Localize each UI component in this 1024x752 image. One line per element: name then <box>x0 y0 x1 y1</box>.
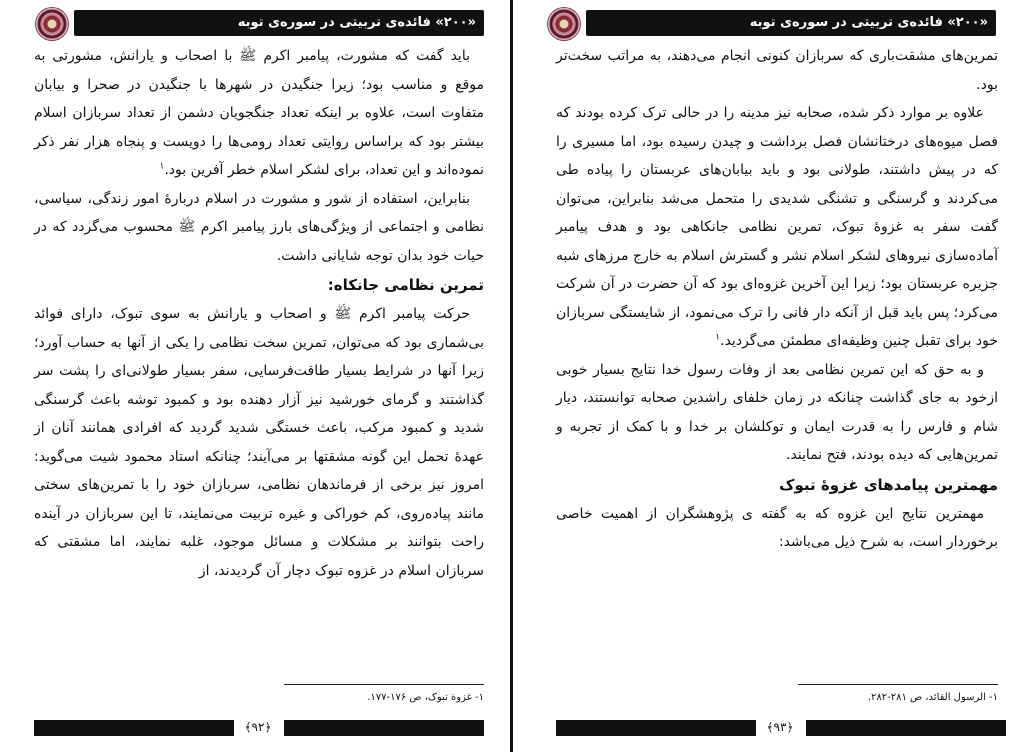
footer-bar <box>34 720 234 736</box>
page-body <box>556 42 998 557</box>
footnote: ۱- غزوة تبوک، ص ۱۷۶-۱۷۷. <box>367 692 484 703</box>
paragraph: باید گفت که مشورت، پیامبر اکرم ﷺ با اصحاب و یارانش، مشورتی به موقع و مناسب بود؛ زیرا جنگیدن در شهرها با جنگیدن در صحرا و بیابان متفاوت است، علاوه بر اینکه تعداد جنگجویان دشمن از تعداد سربازان اسلام بیشتر بود که براساس روایتی تعداد رومی‌ها را دویست و پنجاه هزار نفر ذکر نموده‌اند و این تعداد، برای لشکر اسلام خطر آفرین بود.$^۱$ <box>34 48 484 178</box>
paragraph: تمرین‌های مشقت‌باری که سربازان کنونی انجام می‌دهند، به مراتب سخت‌تر بود. <box>556 48 998 93</box>
paragraph: مهمترین نتایج این غزوه که به گفته ی پژوهشگران از اهمیت خاصی برخوردار است، به شرح ذیل می‌باشد: <box>556 505 998 550</box>
paragraph: حرکت پیامبر اکرم ﷺ و اصحاب و یارانش به سوی تبوک، دارای فوائد بی‌شماری بود که می‌توان، تمرین سخت نظامی را یکی از آنها به حساب آورد؛ زیرا آنها در شرایط بسیار طاقت‌فرسایی، سفر بسیار طولانی‌ای را پشت سر گذاشتند و گرمای خورشید نیز آزار دهنده بود و کمبود توشه باعث گرسنگی شدید و کمبود مرکب، باعث خستگی شدید گردید که افرادی همانند آنان از عهدهٔ تحمل این گونه مشقتها بر می‌آیند؛ چنانکه استاد محمود شیت می‌گوید: امروز نیز برخی از فرماندهان نظامی، سربازان خود را با تمرین‌های سختی مانند پیاده‌روی، کم خوراکی و غیره تربیت می‌نمایند، تا این سربازان در آینده راحت بتوانند بر مشکلات و مسائل موجود، غلبه نمایند، اما مشقتی که سربازان اسلام در غزوه تبوک دچار آن گردیدند، از <box>34 306 484 579</box>
running-header: «۲۰۰» فائده‌ی تربیتی در سوره‌ی توبه <box>586 10 996 36</box>
page-body <box>34 42 484 585</box>
page-number: ﴿۹۲﴾ <box>244 720 272 734</box>
ornament-emblem-icon <box>548 8 580 40</box>
paragraph: و به حق که این تمرین نظامی بعد از وفات رسول خدا نتایج بسیار خوبی ازخود به جای گذاشت چنانکه در زمان خلفای راشدین صحابه توانستند، دیار شام و فارس را به قدرت ایمان و توکلشان بر خدا و با کمک از تجربه و تمرین‌هایی که دیده بودند، فتح نمایند. <box>556 361 998 463</box>
footnote: ۱- الرسول القائد، ص ۲۸۱-۲۸۲. <box>867 692 998 703</box>
section-heading: تمرین نظامی جانکاه: <box>327 276 484 294</box>
footer-bar <box>556 720 756 736</box>
paragraph: بنابراین، استفاده از شور و مشورت در اسلام دربارهٔ امور زندگی، سیاسی، نظامی و اجتماعی از ویژگی‌های بارز پیامبر اکرم ﷺ محسوب می‌گردد که در حیات خود بدان توجه شایانی داشت. <box>34 190 484 264</box>
footnote-reference[interactable]: ۱ <box>715 332 721 343</box>
section-heading: مهمترین پیامدهای غزوهٔ تبوک <box>779 475 998 494</box>
page-number: ﴿۹۳﴾ <box>766 720 794 734</box>
footnote-separator <box>284 684 484 685</box>
paragraph: علاوه بر موارد ذکر شده، صحابه نیز مدینه را در حالی ترک کرده بودند که فصل میوه‌های درختانشان فصل برداشت و چیدن رسیده بود، اما مسیری را که در پیش داشتند، طولانی بود و باید بیابان‌های عربستان را پیاده طی می‌کردند و گرسنگی و تشنگی شدیدی را متحمل می‌شد بنابراین، می‌توان گفت سفر به غزوهٔ تبوک، تمرین نظامی جانکاهی بود و هدف پیامبر آماده‌سازی نیروهای لشکر اسلام نشر و گسترش اسلام به خارج مرزهای شبه جزیره عربستان بود؛ زیرا این آخرین غزوه‌ای بود که آن حضرت در آن شرکت می‌کرد؛ پس باید قبل از آنکه دار فانی را ترک می‌نمود، از شایستگی سربازان خود برای تقبل چنین وظیفه‌ای مطمئن می‌گردید.$^۱$ <box>556 105 998 349</box>
footer-bar <box>806 720 1006 736</box>
right-page <box>512 0 1024 752</box>
footnote-separator <box>798 684 998 685</box>
footer-bar <box>284 720 484 736</box>
footnote-reference[interactable]: ۱ <box>159 161 165 172</box>
running-header: «۲۰۰» فائده‌ی تربیتی در سوره‌ی توبه <box>74 10 484 36</box>
ornament-emblem-icon <box>36 8 68 40</box>
